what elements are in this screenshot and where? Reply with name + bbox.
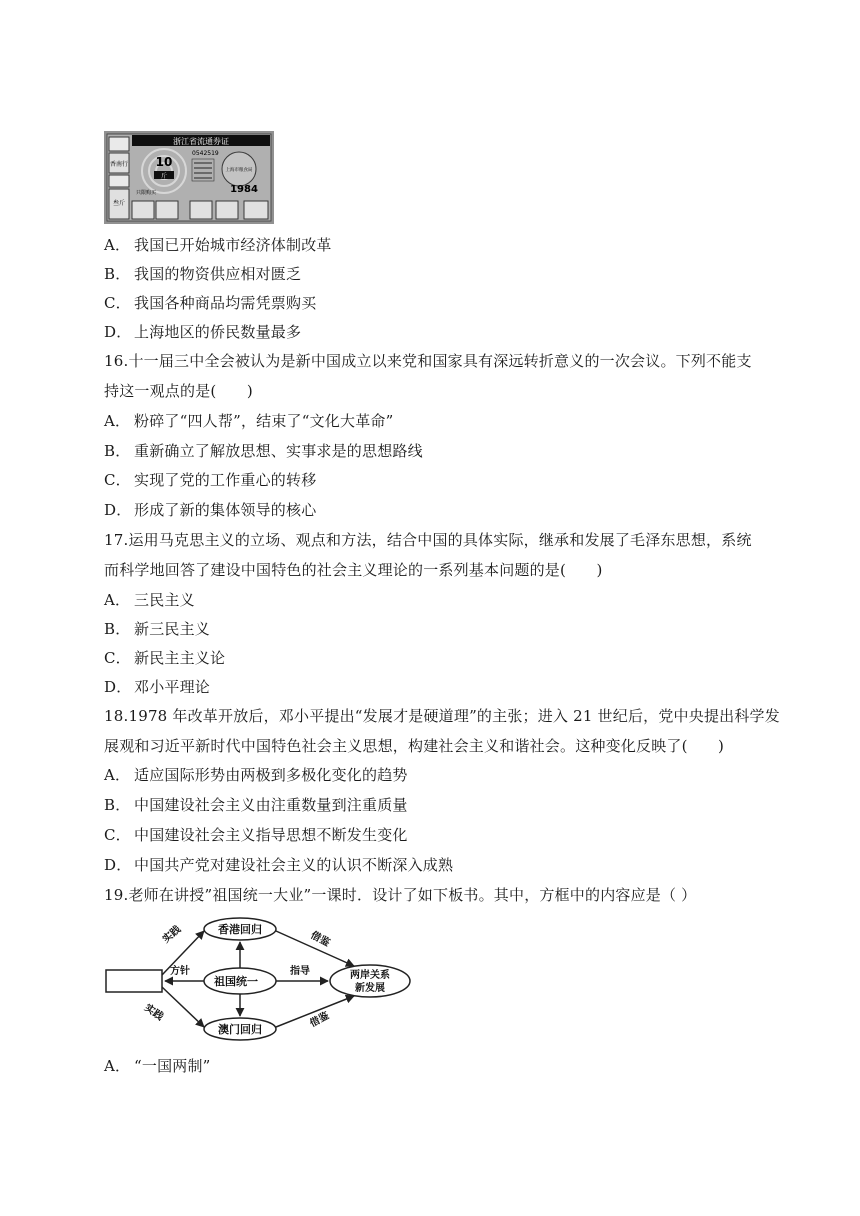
q15-option-a: A． 我国已开始城市经济体制改革 [104,236,332,254]
coupon-left-top: 香南行 [109,161,129,168]
q15-option-c: C． 我国各种商品均需凭票购买 [104,294,317,312]
q15-option-d: D． 上海地区的侨民数量最多 [104,323,302,341]
coupon-notes: 只限购买 [136,190,157,196]
center-label: 祖国统一 [214,975,258,988]
q18-option-d: D． 中国共产党对建设社会主义的认识不断深入成熟 [104,856,454,874]
reunification-diagram [104,917,424,1042]
q17-option-c: C． 新民主主义论 [104,649,226,667]
cross-strait-label-2: 新发展 [355,983,385,994]
q16-stem-line1: 16.十一届三中全会被认为是新中国成立以来党和国家具有深远转折意义的一次会议。下列不能支 [104,352,752,370]
practice-bottom-label: 实践 [142,1002,165,1023]
q19-option-a: A． “一国两制” [104,1057,211,1075]
hong-kong-label: 香港回归 [218,923,262,936]
q17-option-d: D． 邓小平理论 [104,678,211,696]
q16-option-d: D． 形成了新的集体领导的核心 [104,501,317,519]
q18-stem-line1: 18.1978 年改革开放后，邓小平提出“发展才是硬道理”的主张；进入 21 世纪后，党中央提出科学发 [104,707,780,725]
q16-stem-line2: 持这一观点的是( ) [104,382,253,400]
q18-option-a: A． 适应国际形势由两极到多极化变化的趋势 [104,766,408,784]
q17-option-a: A． 三民主义 [104,591,195,609]
q19-stem: 19.老师在讲授”祖国统一大业”一课时．设计了如下板书。其中，方框中的内容应是（ ） [104,886,697,904]
q17-option-b: B． 新三民主义 [104,620,211,638]
ration-coupon-image [104,131,274,224]
q18-stem-line2: 展观和习近平新时代中国特色社会主义思想，构建社会主义和谐社会。这种变化反映了( ) [104,737,725,755]
q15-option-b: B． 我国的物资供应相对匮乏 [104,265,302,283]
q18-option-c: C． 中国建设社会主义指导思想不断发生变化 [104,826,408,844]
macau-label: 澳门回归 [218,1023,262,1036]
coupon-value: 10 [155,155,173,169]
coupon-serial: 0542519 [192,150,219,157]
coupon-unit: 斤 [160,173,168,180]
blank-answer-box [106,970,162,992]
coupon-header: 浙江省流通券证 [173,137,229,146]
q16-option-c: C． 实现了党的工作重心的转移 [104,471,317,489]
guide-label: 指导 [290,966,310,977]
coupon-stamp: 上海市粮食局 [225,168,253,173]
reference-bottom-label: 借鉴 [308,1010,332,1030]
policy-label: 方针 [170,966,190,977]
reference-top-label: 借鉴 [308,929,332,950]
cross-strait-label-1: 两岸关系 [350,970,390,981]
q18-option-b: B． 中国建设社会主义由注重数量到注重质量 [104,796,408,814]
q16-option-b: B． 重新确立了解放思想、实事求是的思想路线 [104,442,423,460]
q16-option-a: A． 粉碎了“四人帮”，结束了“文化大革命” [104,412,394,430]
q17-stem-line1: 17.运用马克思主义的立场、观点和方法，结合中国的具体实际，继承和发展了毛泽东思想，系统 [104,531,752,549]
practice-top-label: 实践 [160,924,184,946]
q17-stem-line2: 而科学地回答了建设中国特色的社会主义理论的一系列基本问题的是( ) [104,561,603,579]
coupon-left-bottom: 叁斤 [112,200,126,207]
coupon-year: 1984 [230,184,258,195]
